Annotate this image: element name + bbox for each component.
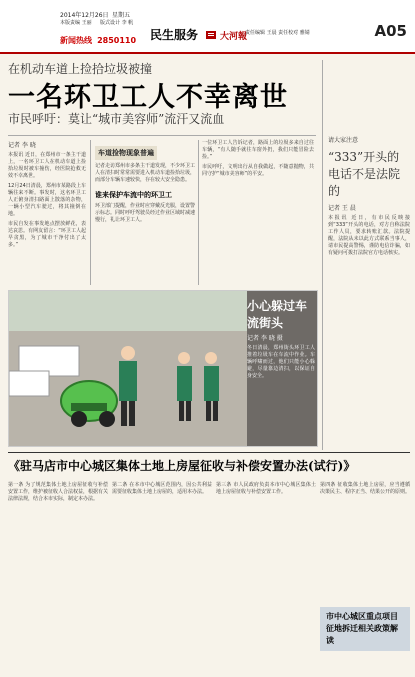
column-separator — [90, 140, 91, 285]
bottom-text-1: 第一条 为了规范集体土地上房屋征收与补偿安置工作，维护被征收人合法权益，根据有关法律法规，结合本市实际，制定本办法。 — [8, 482, 109, 502]
bottom-col-4 — [320, 482, 410, 496]
caption-byline: 记者 李 晓 摄 — [247, 335, 283, 342]
paper-icon — [205, 26, 217, 45]
bottom-col-2 — [112, 482, 212, 496]
kicker: 在机动车道上捡拾垃圾被撞 — [8, 62, 153, 76]
photo-caption — [247, 297, 315, 380]
left-col-2: 市民自发在事发地点摆放鲜花，表达哀思。有网友留言：“环卫工人起早贪黑，为了城市干净付出了太多。” — [8, 221, 86, 248]
contacts: 责任编辑 王晨 责任校对 雅婧 — [245, 30, 310, 36]
sidebar — [328, 135, 410, 257]
hotline — [60, 28, 136, 47]
paper-logo: 大河報 — [220, 32, 248, 42]
caption-title: 小心躲过车流街头 — [247, 299, 308, 330]
bottom-col-3 — [216, 482, 316, 496]
hotline-number: 2850110 — [97, 36, 137, 45]
bottom-text-4: 第四条 征收集体土地上房屋，应当遵循决策民主、程序正当、结果公开的原则。 — [320, 482, 411, 495]
right-text-2: 市民呼吁，文明出行从自我做起，不随意抛物，共同守护“城市美容师”的平安。 — [202, 164, 314, 177]
editor-line: 本版责编 王丽 — [60, 20, 92, 26]
sidebar-title: “333”开头的电话不是法院的 — [328, 150, 401, 198]
left-byline: 记者 李 晓 — [8, 142, 36, 149]
middle-text-2: 环卫部门提醒，作业时应穿戴反光服，设置警示标志。同时呼吁驾驶员经过作业区域时减速慢行，礼让环卫工人。 — [95, 203, 196, 223]
sidebar-separator — [322, 60, 323, 450]
right-column — [202, 140, 314, 178]
left-column — [8, 140, 86, 249]
bottom-divider — [8, 452, 410, 453]
bottom-col-1 — [8, 482, 108, 503]
paper-brand — [205, 26, 247, 45]
weekday: 星期五 — [112, 12, 131, 19]
caption-text: 冬日清晨，郑州街头环卫工人推着垃圾车在车流中作业。车辆呼啸而过，他们只能小心躲避，尽量靠边清扫，以保证自身安全。 — [247, 345, 315, 379]
page-number: A05 — [374, 22, 407, 40]
left-col: 12月24日清晨，郑州市某路段上车辆往来不断。事发时，这名环卫工人正俯身清扫路面上散落的杂物，一辆小型汽车驶过，将其撞倒在地。 — [8, 183, 86, 217]
paper-icon-svg — [205, 29, 217, 41]
divider — [8, 135, 316, 136]
section-title: 民生服务 — [150, 28, 199, 42]
right-text: 一位环卫工人告诉记者，路面上的垃圾多来自过往车辆，“有人随手就往车窗外扔，我们只能冒险去捡。” — [202, 140, 314, 160]
design-line: 版式设计 李 帆 — [100, 20, 134, 26]
column-separator — [198, 140, 199, 285]
sidebar-byline: 记者 王 晨 — [328, 205, 356, 212]
sidebar-tag: 请大家注意 — [328, 137, 359, 144]
bottom-title: 《驻马店市中心城区集体土地上房屋征收与补偿安置办法(试行)》 — [8, 459, 356, 473]
masthead — [0, 0, 415, 54]
middle-subheading: 谁来保护车流中的环卫工 — [95, 191, 172, 199]
policy-box: 市中心城区重点项目征地拆迁相关政策解读 — [320, 607, 410, 651]
date: 2014年12月26日 — [60, 12, 109, 19]
sidebar-text: 本报讯 近日，有市民反映接到“333”开头的电话，对方自称法院工作人员，要求转账汇款。法院提醒，法院从未以此方式联系当事人，请市民提高警惕，谨防电信诈骗，如有疑问可拨打法院官方电话核实。 — [328, 215, 410, 256]
headline: 一名环卫工人不幸离世 — [8, 82, 288, 113]
bottom-text-2: 第二条 在本市中心城区范围内，因公共利益需要征收集体土地上房屋的，适用本办法。 — [112, 482, 212, 495]
middle-column — [95, 140, 195, 224]
bottom-text-3: 第三条 市人民政府负责本市中心城区集体土地上房屋征收与补偿安置工作。 — [216, 482, 316, 495]
hotline-label: 新闻热线 — [60, 36, 92, 45]
subhead: 市民呼吁：莫让“城市美容师”流汗又流血 — [8, 112, 225, 126]
left-lead: 本报讯 近日，在郑州市一条主干道上，一名环卫工人在机动车道上捡拾垃圾时被车撞伤，经医院抢救无效不幸离世。 — [8, 152, 86, 179]
photo — [8, 290, 318, 447]
middle-heading: 车道捡物现象普遍 — [95, 146, 157, 160]
middle-text: 记者走访郑州市多条主干道发现，不少环卫工人在清扫时常常需要进入机动车道捡拾垃圾，而部分车辆车速较快，存在较大安全隐患。 — [95, 163, 196, 183]
